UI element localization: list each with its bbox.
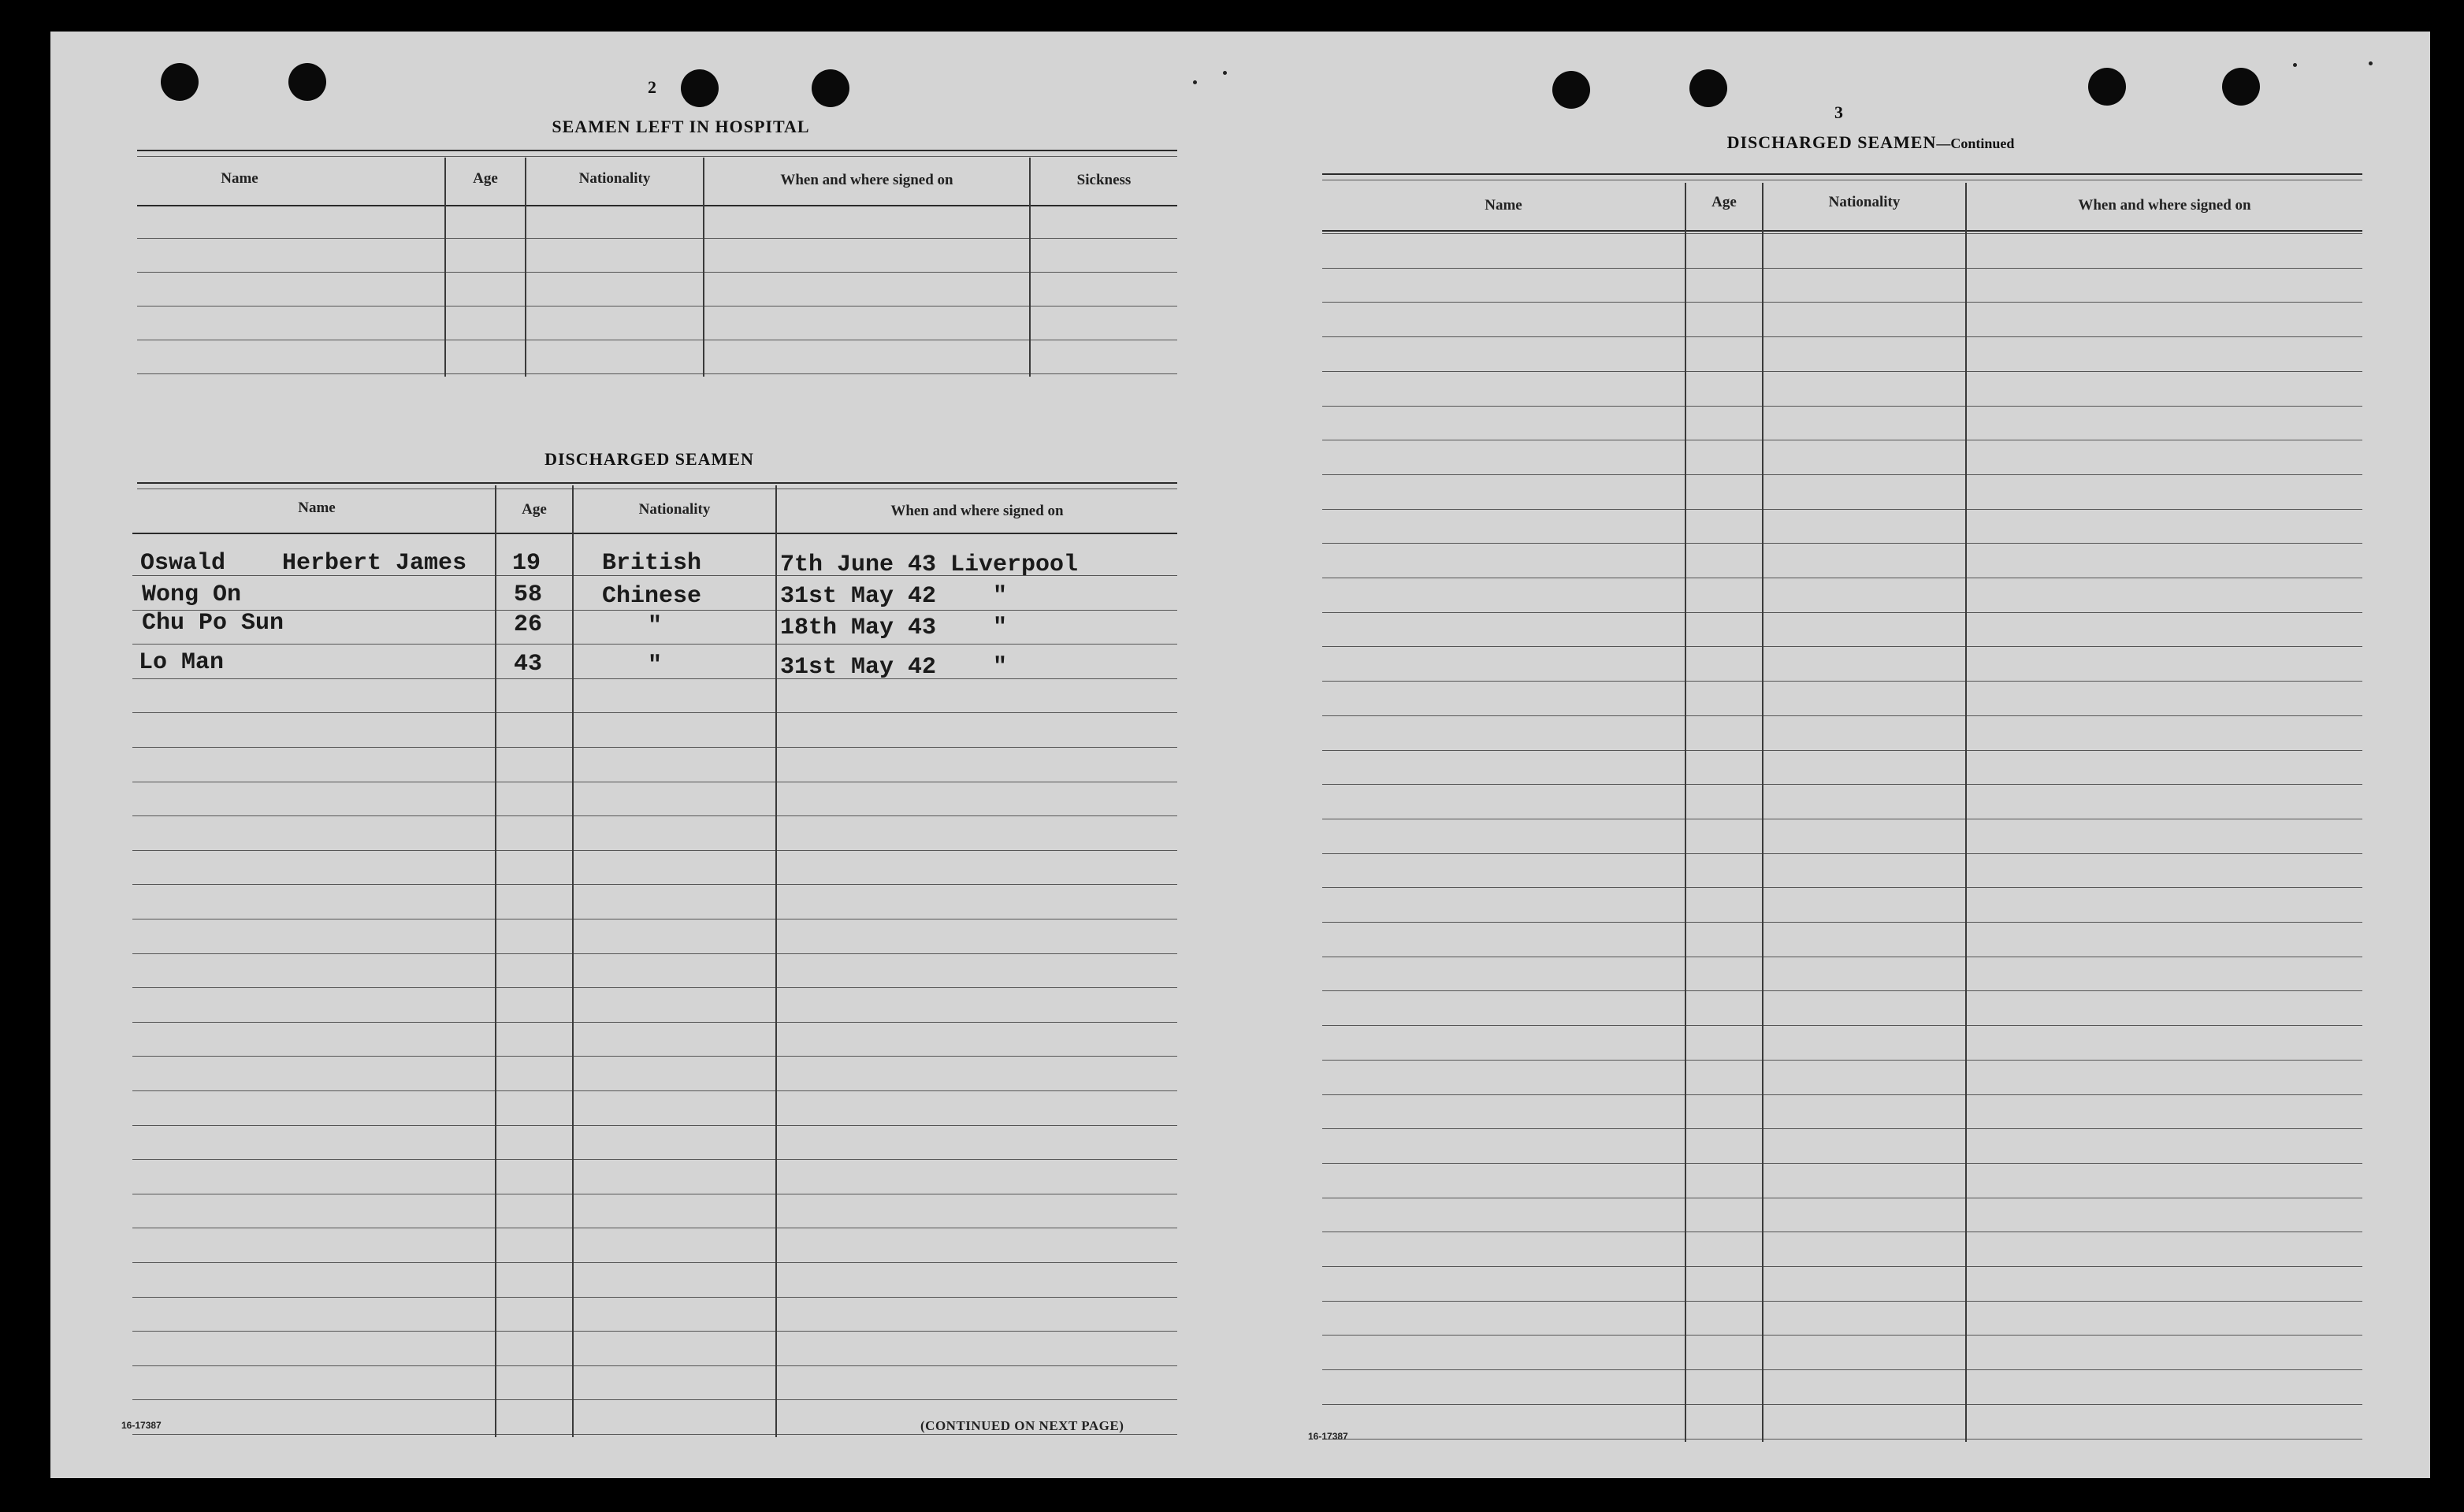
column-divider: [525, 158, 526, 377]
rule: [137, 150, 1177, 151]
ruled-line: [137, 272, 1177, 273]
discharged-section-title: DISCHARGED SEAMEN: [544, 449, 754, 469]
hospital-col-sickness: Sickness: [1076, 172, 1132, 188]
hospital-col-nationality: Nationality: [578, 170, 651, 187]
ruled-line: [132, 884, 1177, 885]
entry-signed-on: 18th May 43 ": [780, 615, 1008, 641]
ruled-line: [1322, 406, 2362, 407]
ruled-line: [132, 1159, 1177, 1160]
ruled-line: [1322, 646, 2362, 647]
ruled-line: [1322, 1025, 2362, 1026]
rule: [1322, 173, 2362, 175]
ruled-line: [1322, 543, 2362, 544]
ruled-line: [132, 1056, 1177, 1057]
hospital-section-title: SEAMEN LEFT IN HOSPITAL: [552, 117, 810, 136]
continued-note: (CONTINUED ON NEXT PAGE): [920, 1418, 1124, 1433]
ruled-line: [132, 815, 1177, 816]
rule: [137, 156, 1177, 157]
column-divider: [775, 485, 777, 1437]
entry-age: 26: [514, 611, 543, 638]
ruled-line: [132, 747, 1177, 748]
form-code: 16-17387: [1308, 1431, 1348, 1442]
ruled-line: [1322, 1128, 2362, 1129]
continued-section-title-main: DISCHARGED SEAMEN: [1726, 132, 1937, 152]
entry-age: 43: [514, 651, 543, 678]
column-divider: [1685, 183, 1686, 1442]
entry-name: Lo Man: [139, 649, 225, 676]
entry-nationality: Chinese: [602, 583, 702, 610]
ruled-line: [1322, 715, 2362, 716]
ruled-line: [132, 850, 1177, 851]
ruled-line: [1322, 1335, 2362, 1336]
speck: [1223, 71, 1227, 75]
ruled-line: [1322, 1301, 2362, 1302]
punch-hole: [812, 69, 849, 107]
entry-nationality: ": [648, 613, 663, 640]
header-rule: [132, 533, 1177, 534]
ruled-line: [1322, 1404, 2362, 1405]
ruled-line: [132, 712, 1177, 713]
ruled-line: [132, 953, 1177, 954]
speck: [2293, 63, 2297, 67]
entry-age: 19: [512, 550, 541, 577]
ruled-line: [1322, 853, 2362, 854]
ruled-line: [137, 373, 1177, 374]
ruled-line: [1322, 681, 2362, 682]
ruled-line: [1322, 1439, 2362, 1440]
hospital-col-name: Name: [221, 170, 258, 187]
ruled-line: [1322, 887, 2362, 888]
column-divider: [444, 158, 446, 377]
entry-nationality: ": [648, 652, 663, 679]
ruled-line: [1322, 268, 2362, 269]
punch-hole: [681, 69, 719, 107]
speck: [2369, 61, 2373, 65]
entry-name: Chu Po Sun: [142, 610, 284, 637]
ruled-line: [132, 1022, 1177, 1023]
entry-signed-on: 31st May 42 ": [780, 654, 1008, 681]
continued-section-title-suffix: —Continued: [1936, 136, 2015, 151]
ruled-line: [1322, 302, 2362, 303]
hospital-col-age: Age: [473, 170, 498, 187]
ruled-line: [1322, 922, 2362, 923]
ruled-line: [1322, 1369, 2362, 1370]
ruled-line: [1322, 784, 2362, 785]
punch-hole: [2088, 68, 2126, 106]
punch-hole: [161, 63, 199, 101]
page-number: 3: [1834, 102, 1843, 122]
ruled-line: [1322, 474, 2362, 475]
ruled-line: [132, 1365, 1177, 1366]
ruled-line: [132, 987, 1177, 988]
ruled-line: [1322, 1266, 2362, 1267]
ruled-line: [1322, 509, 2362, 510]
ruled-line: [132, 1262, 1177, 1263]
entry-age: 58: [514, 581, 543, 608]
ruled-line: [1322, 336, 2362, 337]
discharged-col-signed-on: When and where signed on: [890, 503, 1064, 519]
ruled-line: [132, 1434, 1177, 1435]
continued-col-age: Age: [1711, 194, 1737, 210]
ruled-line: [132, 1297, 1177, 1298]
discharged-col-name: Name: [298, 500, 336, 516]
column-divider: [572, 485, 574, 1437]
header-rule: [1322, 230, 2362, 232]
column-divider: [1965, 183, 1967, 1442]
continued-section-title: [1658, 132, 2083, 153]
right-page: [1232, 32, 2430, 1478]
column-divider: [1762, 183, 1763, 1442]
left-page: [50, 32, 1248, 1478]
hospital-col-signed-on: When and where signed on: [780, 172, 953, 188]
punch-hole: [1689, 69, 1727, 107]
punch-hole: [288, 63, 326, 101]
column-divider: [1029, 158, 1031, 377]
ruled-line: [1322, 750, 2362, 751]
ruled-line: [132, 1090, 1177, 1091]
ruled-line: [137, 238, 1177, 239]
ruled-line: [1322, 1060, 2362, 1061]
form-code: 16-17387: [121, 1420, 162, 1431]
speck: [1193, 80, 1197, 84]
ruled-line: [132, 1125, 1177, 1126]
ruled-line: [132, 1331, 1177, 1332]
punch-hole: [1552, 71, 1590, 109]
header-rule: [137, 205, 1177, 206]
ruled-line: [1322, 1094, 2362, 1095]
ruled-line: [132, 1399, 1177, 1400]
ruled-line: [1322, 1163, 2362, 1164]
ruled-line: [1322, 233, 2362, 234]
rule: [137, 482, 1177, 484]
entry-name: Oswald Herbert James: [140, 550, 467, 577]
entry-signed-on: 7th June 43 Liverpool: [780, 552, 1079, 578]
column-divider: [495, 485, 496, 1437]
ruled-line: [1322, 990, 2362, 991]
continued-col-nationality: Nationality: [1828, 194, 1901, 210]
ruled-line: [132, 644, 1177, 645]
continued-col-signed-on: When and where signed on: [2078, 197, 2251, 214]
punch-hole: [2222, 68, 2260, 106]
entry-nationality: British: [602, 550, 702, 577]
ruled-line: [1322, 612, 2362, 613]
page-number: 2: [648, 77, 656, 97]
discharged-col-age: Age: [522, 501, 547, 518]
discharged-col-nationality: Nationality: [638, 501, 711, 518]
ruled-line: [1322, 371, 2362, 372]
continued-col-name: Name: [1485, 197, 1522, 214]
entry-signed-on: 31st May 42 ": [780, 583, 1008, 610]
entry-name: Wong On: [142, 581, 242, 608]
column-divider: [703, 158, 704, 377]
